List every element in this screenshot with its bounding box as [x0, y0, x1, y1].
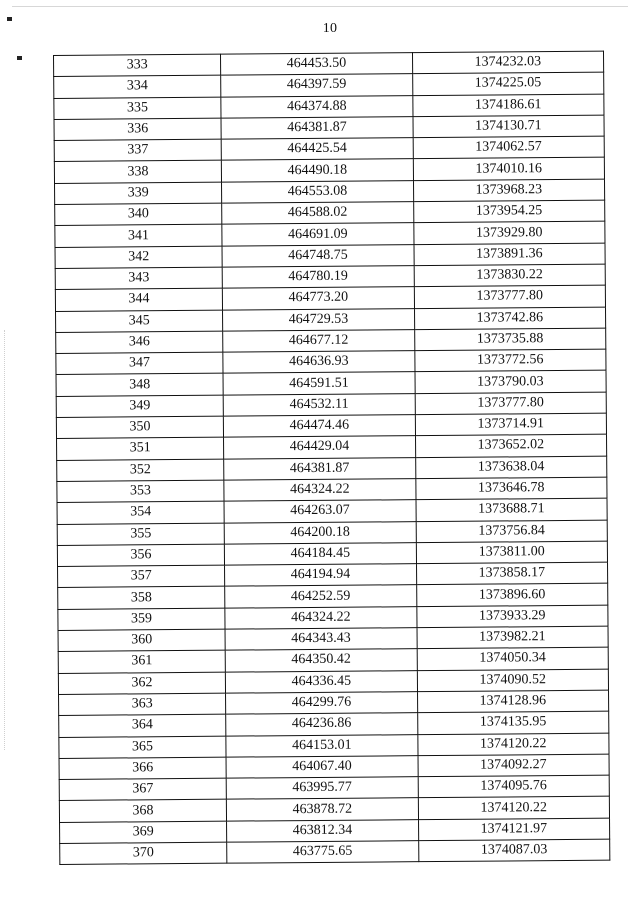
point-number-cell: 337 [54, 139, 221, 162]
point-number-cell: 357 [58, 565, 225, 588]
point-number-cell: 361 [58, 650, 225, 673]
point-number-cell: 338 [54, 161, 221, 184]
point-number-cell: 333 [54, 54, 221, 77]
x-coordinate-cell: 464184.45 [225, 542, 417, 565]
y-coordinate-cell: 1373777.80 [415, 392, 607, 415]
point-number-cell: 351 [57, 438, 224, 461]
point-number-cell: 341 [55, 225, 222, 248]
y-coordinate-cell: 1373954.25 [413, 200, 605, 223]
x-coordinate-cell: 464773.20 [223, 287, 415, 310]
y-coordinate-cell: 1373714.91 [415, 413, 607, 436]
x-coordinate-cell: 464381.87 [221, 117, 413, 140]
y-coordinate-cell: 1374092.27 [418, 754, 610, 777]
x-coordinate-cell: 464252.59 [225, 585, 417, 608]
point-number-cell: 344 [55, 288, 222, 311]
point-number-cell: 367 [59, 778, 226, 801]
y-coordinate-cell: 1374095.76 [418, 775, 610, 798]
point-number-cell: 335 [54, 97, 221, 120]
x-coordinate-cell: 464299.76 [226, 692, 418, 715]
x-coordinate-cell: 464532.11 [223, 393, 415, 416]
x-coordinate-cell: 464677.12 [223, 330, 415, 353]
x-coordinate-cell: 464691.09 [222, 223, 414, 246]
point-number-cell: 340 [55, 203, 222, 226]
scan-mark-icon [7, 17, 12, 21]
x-coordinate-cell: 464490.18 [222, 159, 414, 182]
y-coordinate-cell: 1373756.84 [416, 520, 608, 543]
y-coordinate-cell: 1373858.17 [416, 562, 608, 585]
point-number-cell: 345 [56, 310, 223, 333]
y-coordinate-cell: 1373688.71 [416, 498, 608, 521]
x-coordinate-cell: 463775.65 [227, 841, 419, 864]
point-number-cell: 354 [57, 501, 224, 524]
y-coordinate-cell: 1374121.97 [418, 818, 610, 841]
x-coordinate-cell: 463995.77 [226, 777, 418, 800]
x-coordinate-cell: 463878.72 [227, 798, 419, 821]
y-coordinate-cell: 1373929.80 [413, 222, 605, 245]
y-coordinate-cell: 1374050.34 [417, 647, 609, 670]
point-number-cell: 364 [59, 714, 226, 737]
binding-edge-dots [4, 330, 6, 750]
point-number-cell: 363 [59, 693, 226, 716]
x-coordinate-cell: 464636.93 [223, 351, 415, 374]
point-number-cell: 368 [59, 800, 226, 823]
x-coordinate-cell: 463812.34 [227, 819, 419, 842]
coordinates-table [53, 51, 610, 866]
point-number-cell: 334 [54, 75, 221, 98]
point-number-cell: 358 [58, 587, 225, 610]
point-number-cell: 352 [57, 459, 224, 482]
y-coordinate-cell: 1374010.16 [413, 158, 605, 181]
y-coordinate-cell: 1373830.22 [414, 264, 606, 287]
point-number-cell: 336 [54, 118, 221, 141]
x-coordinate-cell: 464263.07 [224, 500, 416, 523]
point-number-cell: 362 [58, 672, 225, 695]
x-coordinate-cell: 464748.75 [222, 244, 414, 267]
scan-mark-icon [17, 56, 22, 60]
point-number-cell: 343 [55, 267, 222, 290]
point-number-cell: 349 [56, 395, 223, 418]
y-coordinate-cell: 1374232.03 [412, 51, 604, 74]
x-coordinate-cell: 464343.43 [225, 628, 417, 651]
x-coordinate-cell: 464200.18 [224, 521, 416, 544]
point-number-cell: 365 [59, 736, 226, 759]
y-coordinate-cell: 1373982.21 [417, 626, 609, 649]
point-number-cell: 370 [60, 842, 227, 865]
x-coordinate-cell: 464236.86 [226, 713, 418, 736]
point-number-cell: 360 [58, 629, 225, 652]
y-coordinate-cell: 1374120.22 [418, 797, 610, 820]
x-coordinate-cell: 464153.01 [226, 734, 418, 757]
y-coordinate-cell: 1373968.23 [413, 179, 605, 202]
point-number-cell: 347 [56, 352, 223, 375]
x-coordinate-cell: 464067.40 [226, 755, 418, 778]
x-coordinate-cell: 464729.53 [223, 308, 415, 331]
y-coordinate-cell: 1373896.60 [416, 584, 608, 607]
x-coordinate-cell: 464324.22 [224, 479, 416, 502]
x-coordinate-cell: 464553.08 [222, 180, 414, 203]
point-number-cell: 346 [56, 331, 223, 354]
y-coordinate-cell: 1374135.95 [417, 711, 609, 734]
y-coordinate-cell: 1374130.71 [413, 115, 605, 138]
page-number: 10 [322, 21, 338, 36]
point-number-cell: 353 [57, 480, 224, 503]
x-coordinate-cell: 464324.22 [225, 606, 417, 629]
x-coordinate-cell: 464453.50 [221, 53, 413, 76]
x-coordinate-cell: 464397.59 [221, 74, 413, 97]
x-coordinate-cell: 464374.88 [221, 95, 413, 118]
y-coordinate-cell: 1373735.88 [414, 328, 606, 351]
point-number-cell: 356 [57, 544, 224, 567]
x-coordinate-cell: 464350.42 [225, 649, 417, 672]
x-coordinate-cell: 464425.54 [221, 138, 413, 161]
y-coordinate-cell: 1373933.29 [416, 605, 608, 628]
point-number-cell: 339 [55, 182, 222, 205]
x-coordinate-cell: 464336.45 [226, 670, 418, 693]
y-coordinate-cell: 1373638.04 [415, 456, 607, 479]
x-coordinate-cell: 464588.02 [222, 202, 414, 225]
y-coordinate-cell: 1374090.52 [417, 669, 609, 692]
y-coordinate-cell: 1374225.05 [412, 72, 604, 95]
y-coordinate-cell: 1373742.86 [414, 307, 606, 330]
coordinates-table-body [54, 51, 610, 865]
x-coordinate-cell: 464381.87 [224, 457, 416, 480]
x-coordinate-cell: 464474.46 [224, 415, 416, 438]
table-row [60, 839, 610, 865]
y-coordinate-cell: 1374087.03 [418, 839, 610, 862]
point-number-cell: 366 [59, 757, 226, 780]
y-coordinate-cell: 1374062.57 [413, 136, 605, 159]
y-coordinate-cell: 1374120.22 [417, 733, 609, 756]
x-coordinate-cell: 464591.51 [223, 372, 415, 395]
point-number-cell: 355 [57, 523, 224, 546]
y-coordinate-cell: 1373777.80 [414, 285, 606, 308]
x-coordinate-cell: 464780.19 [222, 266, 414, 289]
point-number-cell: 359 [58, 608, 225, 631]
x-coordinate-cell: 464194.94 [225, 564, 417, 587]
point-number-cell: 342 [55, 246, 222, 269]
y-coordinate-cell: 1374128.96 [417, 690, 609, 713]
y-coordinate-cell: 1373652.02 [415, 435, 607, 458]
top-edge-rule [12, 6, 628, 7]
x-coordinate-cell: 464429.04 [224, 436, 416, 459]
y-coordinate-cell: 1373790.03 [415, 371, 607, 394]
y-coordinate-cell: 1373891.36 [414, 243, 606, 266]
y-coordinate-cell: 1373811.00 [416, 541, 608, 564]
y-coordinate-cell: 1374186.61 [412, 94, 604, 117]
y-coordinate-cell: 1373646.78 [415, 477, 607, 500]
point-number-cell: 350 [56, 416, 223, 439]
point-number-cell: 369 [60, 821, 227, 844]
y-coordinate-cell: 1373772.56 [414, 349, 606, 372]
point-number-cell: 348 [56, 374, 223, 397]
